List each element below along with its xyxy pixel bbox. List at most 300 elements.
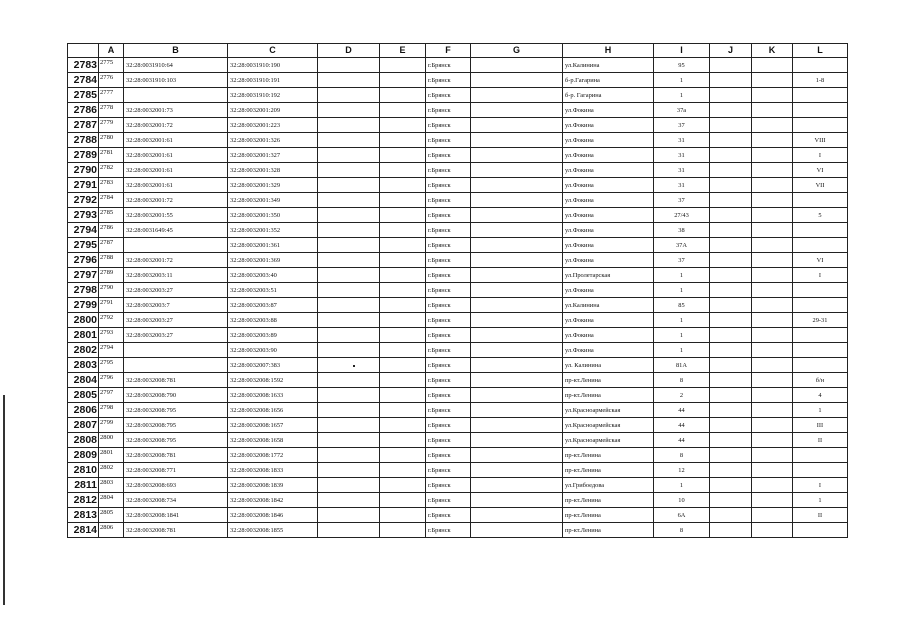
cell-i[interactable]: 1 (654, 268, 710, 283)
cell-i[interactable]: 44 (654, 433, 710, 448)
cell-b[interactable]: 32:28:0032008:795 (124, 418, 228, 433)
cell-b[interactable]: 32:28:0032008:781 (124, 523, 228, 538)
cell-g[interactable] (471, 118, 563, 133)
cell-i[interactable]: 8 (654, 448, 710, 463)
cell-c[interactable]: 32:28:0032008:1657 (228, 418, 318, 433)
cell-d[interactable] (318, 178, 380, 193)
cell-l[interactable]: 1-8 (793, 73, 848, 88)
cell-f[interactable]: г.Брянск (426, 328, 471, 343)
cell-i[interactable]: 37 (654, 193, 710, 208)
cell-c[interactable]: 32:28:0032001:327 (228, 148, 318, 163)
cell-b[interactable]: 32:28:0032008:781 (124, 373, 228, 388)
cell-e[interactable] (380, 133, 426, 148)
cell-l[interactable]: 1 (793, 403, 848, 418)
cell-f[interactable]: г.Брянск (426, 373, 471, 388)
cell-k[interactable] (752, 163, 793, 178)
cell-f[interactable]: г.Брянск (426, 283, 471, 298)
cell-j[interactable] (710, 463, 752, 478)
row-number[interactable]: 2811 (68, 478, 99, 493)
cell-a[interactable]: 2782 (99, 163, 124, 178)
cell-g[interactable] (471, 448, 563, 463)
cell-i[interactable]: 6А (654, 508, 710, 523)
cell-f[interactable]: г.Брянск (426, 433, 471, 448)
cell-h[interactable]: пр-кт.Ленина (563, 448, 654, 463)
cell-e[interactable] (380, 238, 426, 253)
cell-b[interactable]: 32:28:0032008:734 (124, 493, 228, 508)
cell-d[interactable] (318, 223, 380, 238)
cell-f[interactable]: г.Брянск (426, 163, 471, 178)
cell-k[interactable] (752, 118, 793, 133)
cell-f[interactable]: г.Брянск (426, 178, 471, 193)
cell-g[interactable] (471, 388, 563, 403)
cell-d[interactable] (318, 373, 380, 388)
column-header-k[interactable]: K (752, 44, 793, 58)
row-number[interactable]: 2793 (68, 208, 99, 223)
cell-d[interactable] (318, 253, 380, 268)
cell-b[interactable]: 32:28:0032001:61 (124, 178, 228, 193)
cell-e[interactable] (380, 433, 426, 448)
cell-d[interactable] (318, 403, 380, 418)
cell-a[interactable]: 2800 (99, 433, 124, 448)
cell-e[interactable] (380, 283, 426, 298)
cell-i[interactable]: 37а (654, 103, 710, 118)
cell-l[interactable]: VII (793, 178, 848, 193)
cell-d[interactable] (318, 493, 380, 508)
cell-k[interactable] (752, 148, 793, 163)
cell-f[interactable]: г.Брянск (426, 313, 471, 328)
column-header-f[interactable]: F (426, 44, 471, 58)
cell-k[interactable] (752, 448, 793, 463)
cell-f[interactable]: г.Брянск (426, 193, 471, 208)
cell-g[interactable] (471, 328, 563, 343)
cell-d[interactable] (318, 343, 380, 358)
cell-j[interactable] (710, 328, 752, 343)
cell-i[interactable]: 95 (654, 58, 710, 73)
cell-b[interactable]: 32:28:0032001:72 (124, 193, 228, 208)
cell-b[interactable]: 32:28:0032008:1841 (124, 508, 228, 523)
cell-i[interactable]: 2 (654, 388, 710, 403)
cell-l[interactable] (793, 283, 848, 298)
cell-a[interactable]: 2802 (99, 463, 124, 478)
cell-k[interactable] (752, 133, 793, 148)
cell-c[interactable]: 32:28:0032008:1656 (228, 403, 318, 418)
cell-c[interactable]: 32:28:0032001:349 (228, 193, 318, 208)
cell-e[interactable] (380, 58, 426, 73)
cell-e[interactable] (380, 223, 426, 238)
cell-b[interactable]: 32:28:0032008:693 (124, 478, 228, 493)
column-header-d[interactable]: D (318, 44, 380, 58)
column-header-h[interactable]: H (563, 44, 654, 58)
cell-b[interactable] (124, 343, 228, 358)
cell-j[interactable] (710, 268, 752, 283)
cell-k[interactable] (752, 103, 793, 118)
cell-e[interactable] (380, 298, 426, 313)
cell-k[interactable] (752, 493, 793, 508)
cell-c[interactable]: 32:28:0032007:383 (228, 358, 318, 373)
cell-g[interactable] (471, 73, 563, 88)
cell-i[interactable]: 31 (654, 178, 710, 193)
cell-h[interactable]: ул.Фокина (563, 118, 654, 133)
cell-k[interactable] (752, 73, 793, 88)
cell-c[interactable]: 32:28:0032008:1842 (228, 493, 318, 508)
cell-a[interactable]: 2805 (99, 508, 124, 523)
cell-e[interactable] (380, 373, 426, 388)
cell-j[interactable] (710, 373, 752, 388)
row-number[interactable]: 2812 (68, 493, 99, 508)
cell-h[interactable]: ул.Пролетарская (563, 268, 654, 283)
cell-b[interactable]: 32:28:0032001:61 (124, 148, 228, 163)
cell-l[interactable]: 29-31 (793, 313, 848, 328)
row-number[interactable]: 2794 (68, 223, 99, 238)
cell-g[interactable] (471, 268, 563, 283)
cell-e[interactable] (380, 193, 426, 208)
cell-b[interactable]: 32:28:0032008:781 (124, 448, 228, 463)
cell-j[interactable] (710, 418, 752, 433)
cell-l[interactable]: I (793, 268, 848, 283)
row-number[interactable]: 2795 (68, 238, 99, 253)
row-number[interactable]: 2800 (68, 313, 99, 328)
cell-i[interactable]: 31 (654, 133, 710, 148)
cell-e[interactable] (380, 328, 426, 343)
cell-e[interactable] (380, 418, 426, 433)
cell-a[interactable]: 2787 (99, 238, 124, 253)
cell-l[interactable] (793, 358, 848, 373)
cell-k[interactable] (752, 403, 793, 418)
column-header-g[interactable]: G (471, 44, 563, 58)
cell-c[interactable]: 32:28:0032001:209 (228, 103, 318, 118)
cell-e[interactable] (380, 403, 426, 418)
cell-d[interactable] (318, 193, 380, 208)
cell-k[interactable] (752, 523, 793, 538)
cell-a[interactable]: 2806 (99, 523, 124, 538)
cell-f[interactable]: г.Брянск (426, 238, 471, 253)
cell-a[interactable]: 2801 (99, 448, 124, 463)
cell-g[interactable] (471, 463, 563, 478)
cell-f[interactable]: г.Брянск (426, 58, 471, 73)
cell-l[interactable]: I (793, 478, 848, 493)
cell-g[interactable] (471, 148, 563, 163)
cell-b[interactable]: 32:28:0032003:27 (124, 328, 228, 343)
cell-i[interactable]: 44 (654, 403, 710, 418)
cell-i[interactable]: 27/43 (654, 208, 710, 223)
cell-f[interactable]: г.Брянск (426, 463, 471, 478)
cell-g[interactable] (471, 403, 563, 418)
cell-e[interactable] (380, 208, 426, 223)
cell-i[interactable]: 38 (654, 223, 710, 238)
cell-c[interactable]: 32:28:0032001:369 (228, 253, 318, 268)
cell-f[interactable]: г.Брянск (426, 298, 471, 313)
cell-a[interactable]: 2795 (99, 358, 124, 373)
cell-d[interactable] (318, 238, 380, 253)
row-number[interactable]: 2808 (68, 433, 99, 448)
cell-l[interactable] (793, 523, 848, 538)
cell-f[interactable]: г.Брянск (426, 118, 471, 133)
row-number[interactable]: 2807 (68, 418, 99, 433)
cell-g[interactable] (471, 478, 563, 493)
cell-c[interactable]: 32:28:0032008:1658 (228, 433, 318, 448)
cell-k[interactable] (752, 508, 793, 523)
cell-g[interactable] (471, 433, 563, 448)
cell-c[interactable]: 32:28:0032003:87 (228, 298, 318, 313)
cell-a[interactable]: 2797 (99, 388, 124, 403)
row-number[interactable]: 2789 (68, 148, 99, 163)
cell-g[interactable] (471, 343, 563, 358)
cell-a[interactable]: 2786 (99, 223, 124, 238)
column-header-l[interactable]: L (793, 44, 848, 58)
column-header-j[interactable]: J (710, 44, 752, 58)
cell-a[interactable]: 2791 (99, 298, 124, 313)
cell-h[interactable]: ул.Фокина (563, 193, 654, 208)
cell-c[interactable]: 32:28:0032003:90 (228, 343, 318, 358)
cell-k[interactable] (752, 193, 793, 208)
cell-k[interactable] (752, 208, 793, 223)
row-number[interactable]: 2784 (68, 73, 99, 88)
cell-c[interactable]: 32:28:0032001:328 (228, 163, 318, 178)
cell-f[interactable]: г.Брянск (426, 343, 471, 358)
cell-h[interactable]: ул.Фокина (563, 208, 654, 223)
cell-d[interactable] (318, 208, 380, 223)
cell-g[interactable] (471, 253, 563, 268)
cell-i[interactable]: 1 (654, 313, 710, 328)
cell-h[interactable]: ул.Красноармейская (563, 403, 654, 418)
cell-b[interactable]: 32:28:0032001:61 (124, 133, 228, 148)
cell-i[interactable]: 31 (654, 148, 710, 163)
cell-k[interactable] (752, 88, 793, 103)
cell-d[interactable] (318, 448, 380, 463)
cell-f[interactable]: г.Брянск (426, 148, 471, 163)
cell-c[interactable]: 32:28:0032008:1855 (228, 523, 318, 538)
cell-j[interactable] (710, 253, 752, 268)
cell-d[interactable] (318, 523, 380, 538)
cell-a[interactable]: 2777 (99, 88, 124, 103)
cell-l[interactable] (793, 118, 848, 133)
cell-l[interactable]: II (793, 433, 848, 448)
row-number[interactable]: 2783 (68, 58, 99, 73)
cell-b[interactable]: 32:28:0032003:27 (124, 283, 228, 298)
column-header-a[interactable]: A (99, 44, 124, 58)
row-number[interactable]: 2788 (68, 133, 99, 148)
cell-c[interactable]: 32:28:0032008:1772 (228, 448, 318, 463)
cell-h[interactable]: ул.Грибоедова (563, 478, 654, 493)
cell-d[interactable] (318, 478, 380, 493)
cell-d[interactable] (318, 118, 380, 133)
cell-l[interactable] (793, 343, 848, 358)
cell-c[interactable]: 32:28:0032008:1633 (228, 388, 318, 403)
cell-j[interactable] (710, 508, 752, 523)
row-number[interactable]: 2792 (68, 193, 99, 208)
cell-j[interactable] (710, 88, 752, 103)
cell-b[interactable]: 32:28:0032003:27 (124, 313, 228, 328)
cell-d[interactable] (318, 133, 380, 148)
cell-e[interactable] (380, 343, 426, 358)
cell-k[interactable] (752, 418, 793, 433)
cell-b[interactable]: 32:28:0031649:45 (124, 223, 228, 238)
cell-d[interactable] (318, 58, 380, 73)
cell-l[interactable]: VIII (793, 133, 848, 148)
cell-f[interactable]: г.Брянск (426, 523, 471, 538)
cell-h[interactable]: ул.Фокина (563, 328, 654, 343)
cell-h[interactable]: ул.Калинина (563, 58, 654, 73)
cell-c[interactable]: 32:28:0032003:51 (228, 283, 318, 298)
row-number[interactable]: 2813 (68, 508, 99, 523)
cell-c[interactable]: 32:28:0032008:1846 (228, 508, 318, 523)
cell-l[interactable]: 4 (793, 388, 848, 403)
cell-c[interactable]: 32:28:0031910:191 (228, 73, 318, 88)
cell-c[interactable]: 32:28:0032003:89 (228, 328, 318, 343)
cell-c[interactable]: 32:28:0031910:190 (228, 58, 318, 73)
cell-k[interactable] (752, 298, 793, 313)
cell-j[interactable] (710, 448, 752, 463)
cell-j[interactable] (710, 298, 752, 313)
cell-c[interactable]: 32:28:0032008:1833 (228, 463, 318, 478)
cell-c[interactable]: 32:28:0032001:350 (228, 208, 318, 223)
cell-h[interactable]: ул.Фокина (563, 223, 654, 238)
cell-a[interactable]: 2790 (99, 283, 124, 298)
cell-i[interactable]: 31 (654, 163, 710, 178)
cell-a[interactable]: 2793 (99, 328, 124, 343)
cell-i[interactable]: 1 (654, 328, 710, 343)
cell-a[interactable]: 2776 (99, 73, 124, 88)
cell-g[interactable] (471, 208, 563, 223)
cell-f[interactable]: г.Брянск (426, 268, 471, 283)
cell-d[interactable] (318, 508, 380, 523)
cell-d[interactable] (318, 88, 380, 103)
cell-a[interactable]: 2785 (99, 208, 124, 223)
cell-e[interactable] (380, 313, 426, 328)
cell-e[interactable] (380, 88, 426, 103)
cell-l[interactable] (793, 58, 848, 73)
cell-g[interactable] (471, 358, 563, 373)
cell-e[interactable] (380, 523, 426, 538)
cell-g[interactable] (471, 238, 563, 253)
cell-k[interactable] (752, 463, 793, 478)
cell-l[interactable]: 1 (793, 493, 848, 508)
cell-l[interactable] (793, 103, 848, 118)
cell-c[interactable]: 32:28:0032008:1592 (228, 373, 318, 388)
cell-i[interactable]: 37А (654, 238, 710, 253)
cell-h[interactable]: б-р.Гагарина (563, 73, 654, 88)
cell-f[interactable]: г.Брянск (426, 478, 471, 493)
row-number[interactable]: 2787 (68, 118, 99, 133)
cell-e[interactable] (380, 148, 426, 163)
cell-d[interactable] (318, 358, 380, 373)
cell-h[interactable]: ул.Фокина (563, 283, 654, 298)
cell-h[interactable]: ул.Красноармейская (563, 433, 654, 448)
cell-g[interactable] (471, 313, 563, 328)
row-number[interactable]: 2799 (68, 298, 99, 313)
cell-c[interactable]: 32:28:0032001:329 (228, 178, 318, 193)
cell-j[interactable] (710, 193, 752, 208)
cell-i[interactable]: 1 (654, 88, 710, 103)
cell-g[interactable] (471, 223, 563, 238)
row-number[interactable]: 2810 (68, 463, 99, 478)
cell-i[interactable]: 37 (654, 253, 710, 268)
cell-c[interactable]: 32:28:0032001:326 (228, 133, 318, 148)
cell-h[interactable]: пр-кт.Ленина (563, 493, 654, 508)
cell-k[interactable] (752, 178, 793, 193)
row-number[interactable]: 2786 (68, 103, 99, 118)
cell-j[interactable] (710, 238, 752, 253)
cell-a[interactable]: 2779 (99, 118, 124, 133)
cell-a[interactable]: 2784 (99, 193, 124, 208)
cell-a[interactable]: 2799 (99, 418, 124, 433)
cell-f[interactable]: г.Брянск (426, 493, 471, 508)
cell-e[interactable] (380, 118, 426, 133)
cell-b[interactable]: 32:28:0032001:61 (124, 163, 228, 178)
cell-c[interactable]: 32:28:0032001:361 (228, 238, 318, 253)
cell-b[interactable]: 32:28:0032001:55 (124, 208, 228, 223)
cell-d[interactable] (318, 163, 380, 178)
cell-k[interactable] (752, 358, 793, 373)
cell-g[interactable] (471, 373, 563, 388)
cell-j[interactable] (710, 58, 752, 73)
column-header-e[interactable]: E (380, 44, 426, 58)
cell-k[interactable] (752, 343, 793, 358)
cell-d[interactable] (318, 433, 380, 448)
cell-a[interactable]: 2792 (99, 313, 124, 328)
cell-k[interactable] (752, 313, 793, 328)
cell-b[interactable]: 32:28:0032008:795 (124, 403, 228, 418)
cell-c[interactable]: 32:28:0032001:352 (228, 223, 318, 238)
cell-k[interactable] (752, 433, 793, 448)
cell-b[interactable]: 32:28:0032008:795 (124, 433, 228, 448)
cell-a[interactable]: 2780 (99, 133, 124, 148)
cell-a[interactable]: 2798 (99, 403, 124, 418)
cell-e[interactable] (380, 103, 426, 118)
cell-g[interactable] (471, 103, 563, 118)
row-number[interactable]: 2803 (68, 358, 99, 373)
cell-j[interactable] (710, 358, 752, 373)
cell-c[interactable]: 32:28:0032003:40 (228, 268, 318, 283)
cell-h[interactable]: пр-кт.Ленина (563, 463, 654, 478)
cell-j[interactable] (710, 163, 752, 178)
cell-k[interactable] (752, 283, 793, 298)
cell-f[interactable]: г.Брянск (426, 133, 471, 148)
cell-c[interactable]: 32:28:0031910:192 (228, 88, 318, 103)
cell-d[interactable] (318, 148, 380, 163)
cell-h[interactable]: ул.Фокина (563, 178, 654, 193)
cell-j[interactable] (710, 403, 752, 418)
cell-b[interactable]: 32:28:0031910:64 (124, 58, 228, 73)
cell-l[interactable]: II (793, 508, 848, 523)
cell-c[interactable]: 32:28:0032001:223 (228, 118, 318, 133)
cell-h[interactable]: ул.Фокина (563, 238, 654, 253)
cell-a[interactable]: 2781 (99, 148, 124, 163)
cell-a[interactable]: 2788 (99, 253, 124, 268)
cell-j[interactable] (710, 523, 752, 538)
cell-d[interactable] (318, 463, 380, 478)
cell-k[interactable] (752, 268, 793, 283)
cell-a[interactable]: 2778 (99, 103, 124, 118)
cell-i[interactable]: 1 (654, 283, 710, 298)
cell-k[interactable] (752, 223, 793, 238)
corner-cell[interactable] (68, 44, 99, 58)
cell-l[interactable] (793, 238, 848, 253)
cell-f[interactable]: г.Брянск (426, 223, 471, 238)
cell-e[interactable] (380, 163, 426, 178)
cell-b[interactable]: 32:28:0032001:72 (124, 253, 228, 268)
cell-l[interactable] (793, 223, 848, 238)
cell-g[interactable] (471, 508, 563, 523)
cell-h[interactable]: ул. Калинина (563, 358, 654, 373)
cell-l[interactable] (793, 448, 848, 463)
row-number[interactable]: 2809 (68, 448, 99, 463)
row-number[interactable]: 2797 (68, 268, 99, 283)
cell-g[interactable] (471, 283, 563, 298)
cell-j[interactable] (710, 283, 752, 298)
cell-g[interactable] (471, 163, 563, 178)
cell-j[interactable] (710, 133, 752, 148)
